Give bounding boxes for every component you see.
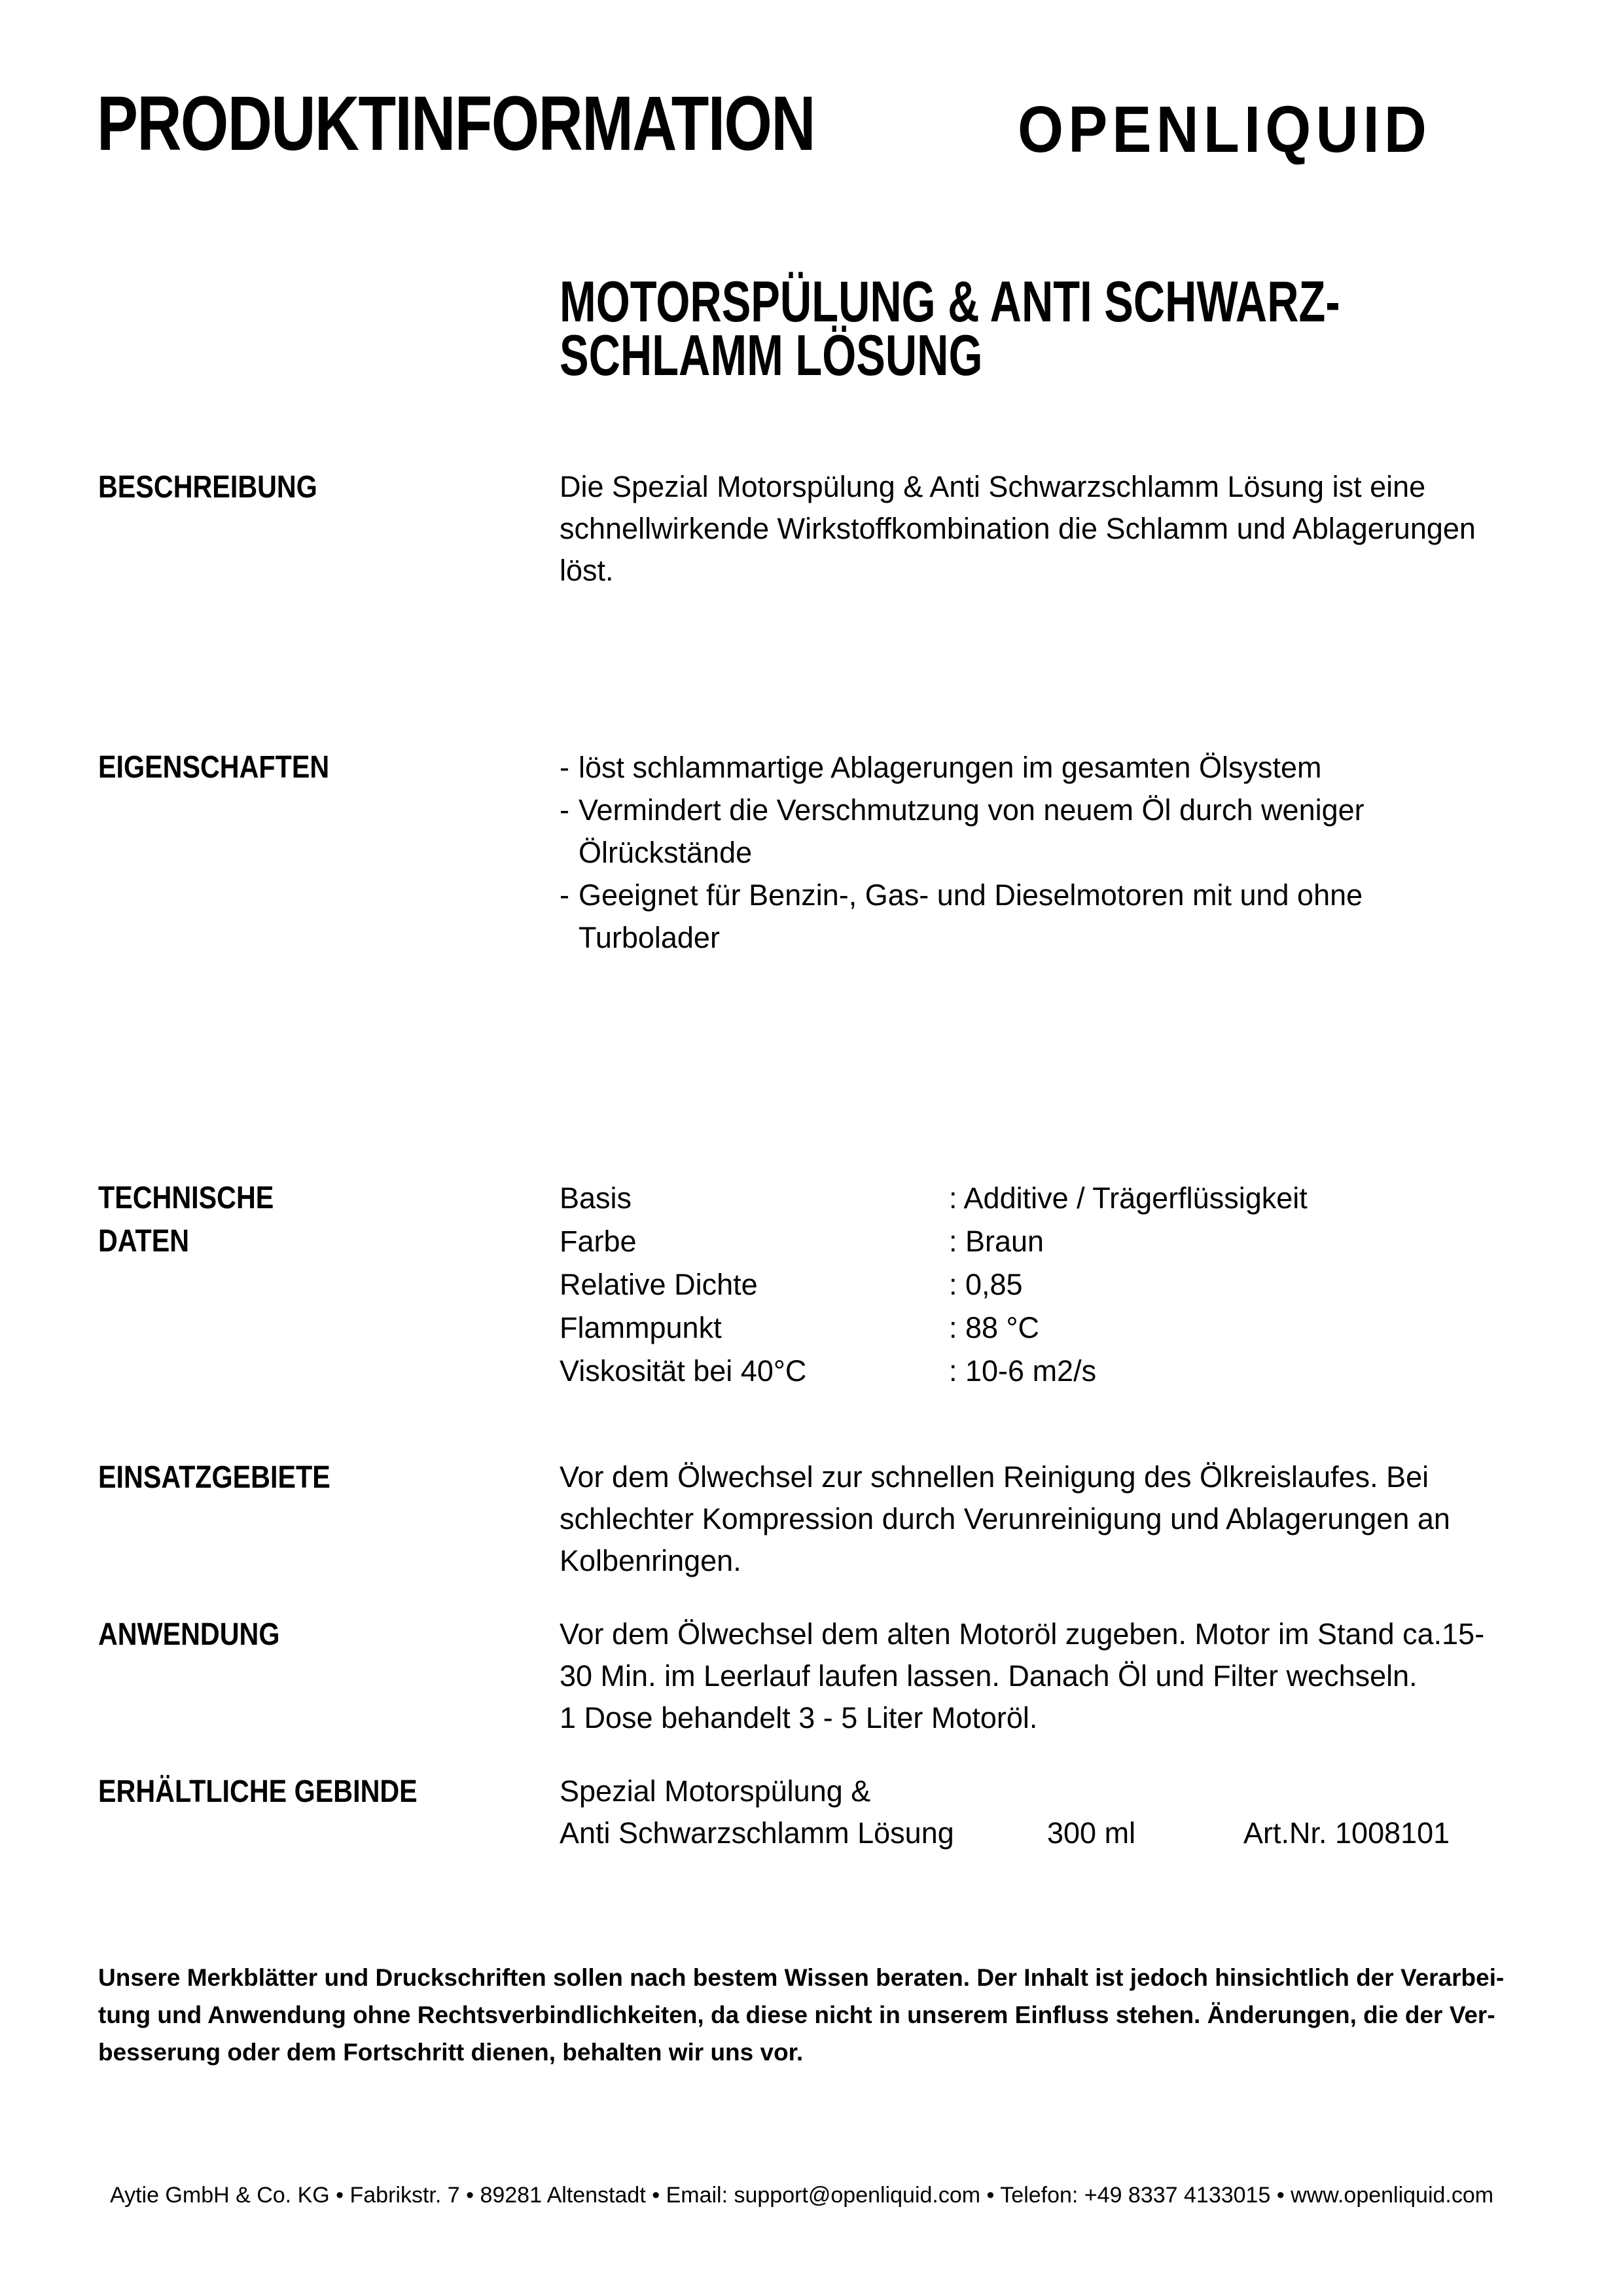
bullet-marker: - (560, 793, 569, 827)
section-label-anwendung: ANWENDUNG (98, 1617, 280, 1652)
disclaimer-line: besserung oder dem Fortschritt dienen, behalten wir uns vor. (98, 2039, 804, 2066)
tech-name: Farbe (560, 1225, 637, 1258)
tech-row (560, 1263, 1308, 1306)
tech-row (560, 1220, 1308, 1263)
gebinde-product-line2: Anti Schwarzschlamm Lösung (560, 1816, 954, 1850)
body-line: Die Spezial Motorspülung & Anti Schwarzschlamm Lösung ist eine (560, 470, 1426, 503)
tech-value: : 0,85 (949, 1268, 1023, 1301)
bullet-text (579, 746, 1322, 789)
section-label-einsatzgebiete: EINSATZGEBIETE (98, 1460, 330, 1495)
tech-value: : 10-6 m2/s (949, 1354, 1097, 1388)
bullet-item (560, 789, 1364, 874)
tech-row (560, 1350, 1308, 1393)
bullet-item (560, 874, 1364, 959)
bullet-text (579, 789, 1364, 874)
section-label-line2: DATEN (98, 1224, 190, 1259)
tech-value: : 88 °C (949, 1311, 1040, 1344)
footer-contact: Aytie GmbH & Co. KG • Fabrikstr. 7 • 89281 Altenstadt • Email: support@openliquid.com • Telefon: +49 8337 4133015 • www.openliquid.com (110, 2183, 1494, 2208)
disclaimer-line: Unsere Merkblätter und Druckschriften sollen nach bestem Wissen beraten. Der Inhalt ist jedoch hinsichtlich der Verarbei- (98, 1964, 1505, 1991)
product-heading-line1: MOTORSPÜLUNG & ANTI SCHWARZ- (560, 269, 1340, 334)
bullet-marker: - (560, 878, 569, 912)
tech-value: : Braun (949, 1225, 1044, 1258)
body-line: schlechter Kompression durch Verunreinigung und Ablagerungen an (560, 1502, 1450, 1535)
tech-row (560, 1306, 1308, 1350)
gebinde-row (560, 1812, 1450, 1854)
disclaimer (98, 1959, 1504, 2071)
section-content-anwendung (560, 1613, 1484, 1739)
gebinde-size: 300 ml (1047, 1816, 1136, 1850)
body-line: 1 Dose behandelt 3 - 5 Liter Motoröl. (560, 1701, 1038, 1734)
body-line: Ölrückstände (579, 836, 753, 869)
tech-name: Basis (560, 1181, 632, 1215)
body-line: Turbolader (579, 921, 720, 954)
section-content-beschreibung (560, 466, 1476, 592)
tech-value: : Additive / Trägerflüssigkeit (949, 1181, 1308, 1215)
brand-logo (1018, 93, 1432, 166)
body-line: löst schlammartige Ablagerungen im gesamten Ölsystem (579, 751, 1322, 784)
section-label-eigenschaften: EIGENSCHAFTEN (98, 750, 330, 785)
section-content-gebinde (560, 1770, 1450, 1854)
section-label-line1: TECHNISCHE (98, 1181, 274, 1215)
body-line: schnellwirkende Wirkstoffkombination die Schlamm und Ablagerungen (560, 512, 1476, 545)
tech-row (560, 1177, 1308, 1220)
section-label-beschreibung: BESCHREIBUNG (98, 470, 317, 505)
body-line: 30 Min. im Leerlauf laufen lassen. Danach Öl und Filter wechseln. (560, 1659, 1418, 1693)
section-label-technische-daten (98, 1177, 274, 1263)
section-content-einsatzgebiete (560, 1456, 1450, 1582)
tech-name: Flammpunkt (560, 1311, 722, 1344)
body-line: Vor dem Ölwechsel zur schnellen Reinigung des Ölkreislaufes. Bei (560, 1460, 1429, 1494)
body-line: Vor dem Ölwechsel dem alten Motoröl zugeben. Motor im Stand ca.15- (560, 1617, 1485, 1651)
body-line: Geeignet für Benzin-, Gas- und Dieselmotoren mit und ohne (579, 878, 1363, 912)
section-content-eigenschaften (560, 746, 1364, 959)
body-line: Kolbenringen. (560, 1544, 741, 1577)
document-title: PRODUKTINFORMATION (97, 81, 815, 167)
section-content-technische-daten (560, 1177, 1308, 1393)
disclaimer-line: tung und Anwendung ohne Rechtsverbindlichkeiten, da diese nicht in unserem Einfluss stehen. Änderungen, die der Ver- (98, 2001, 1495, 2028)
product-heading (560, 269, 1340, 387)
tech-name: Viskosität bei 40°C (560, 1354, 807, 1388)
tech-name: Relative Dichte (560, 1268, 758, 1301)
bullet-text (579, 874, 1363, 959)
brand-logo-text: OPENLIQUID (1018, 93, 1432, 166)
gebinde-product-line1: Spezial Motorspülung & (560, 1774, 871, 1808)
bullet-marker: - (560, 751, 569, 784)
body-line: löst. (560, 554, 614, 587)
product-heading-line2: SCHLAMM LÖSUNG (560, 323, 983, 387)
bullet-item (560, 746, 1364, 789)
section-label-gebinde: ERHÄLTLICHE GEBINDE (98, 1774, 418, 1809)
body-line: Vermindert die Verschmutzung von neuem Öl durch weniger (579, 793, 1364, 827)
gebinde-artnr: Art.Nr. 1008101 (1243, 1816, 1450, 1850)
